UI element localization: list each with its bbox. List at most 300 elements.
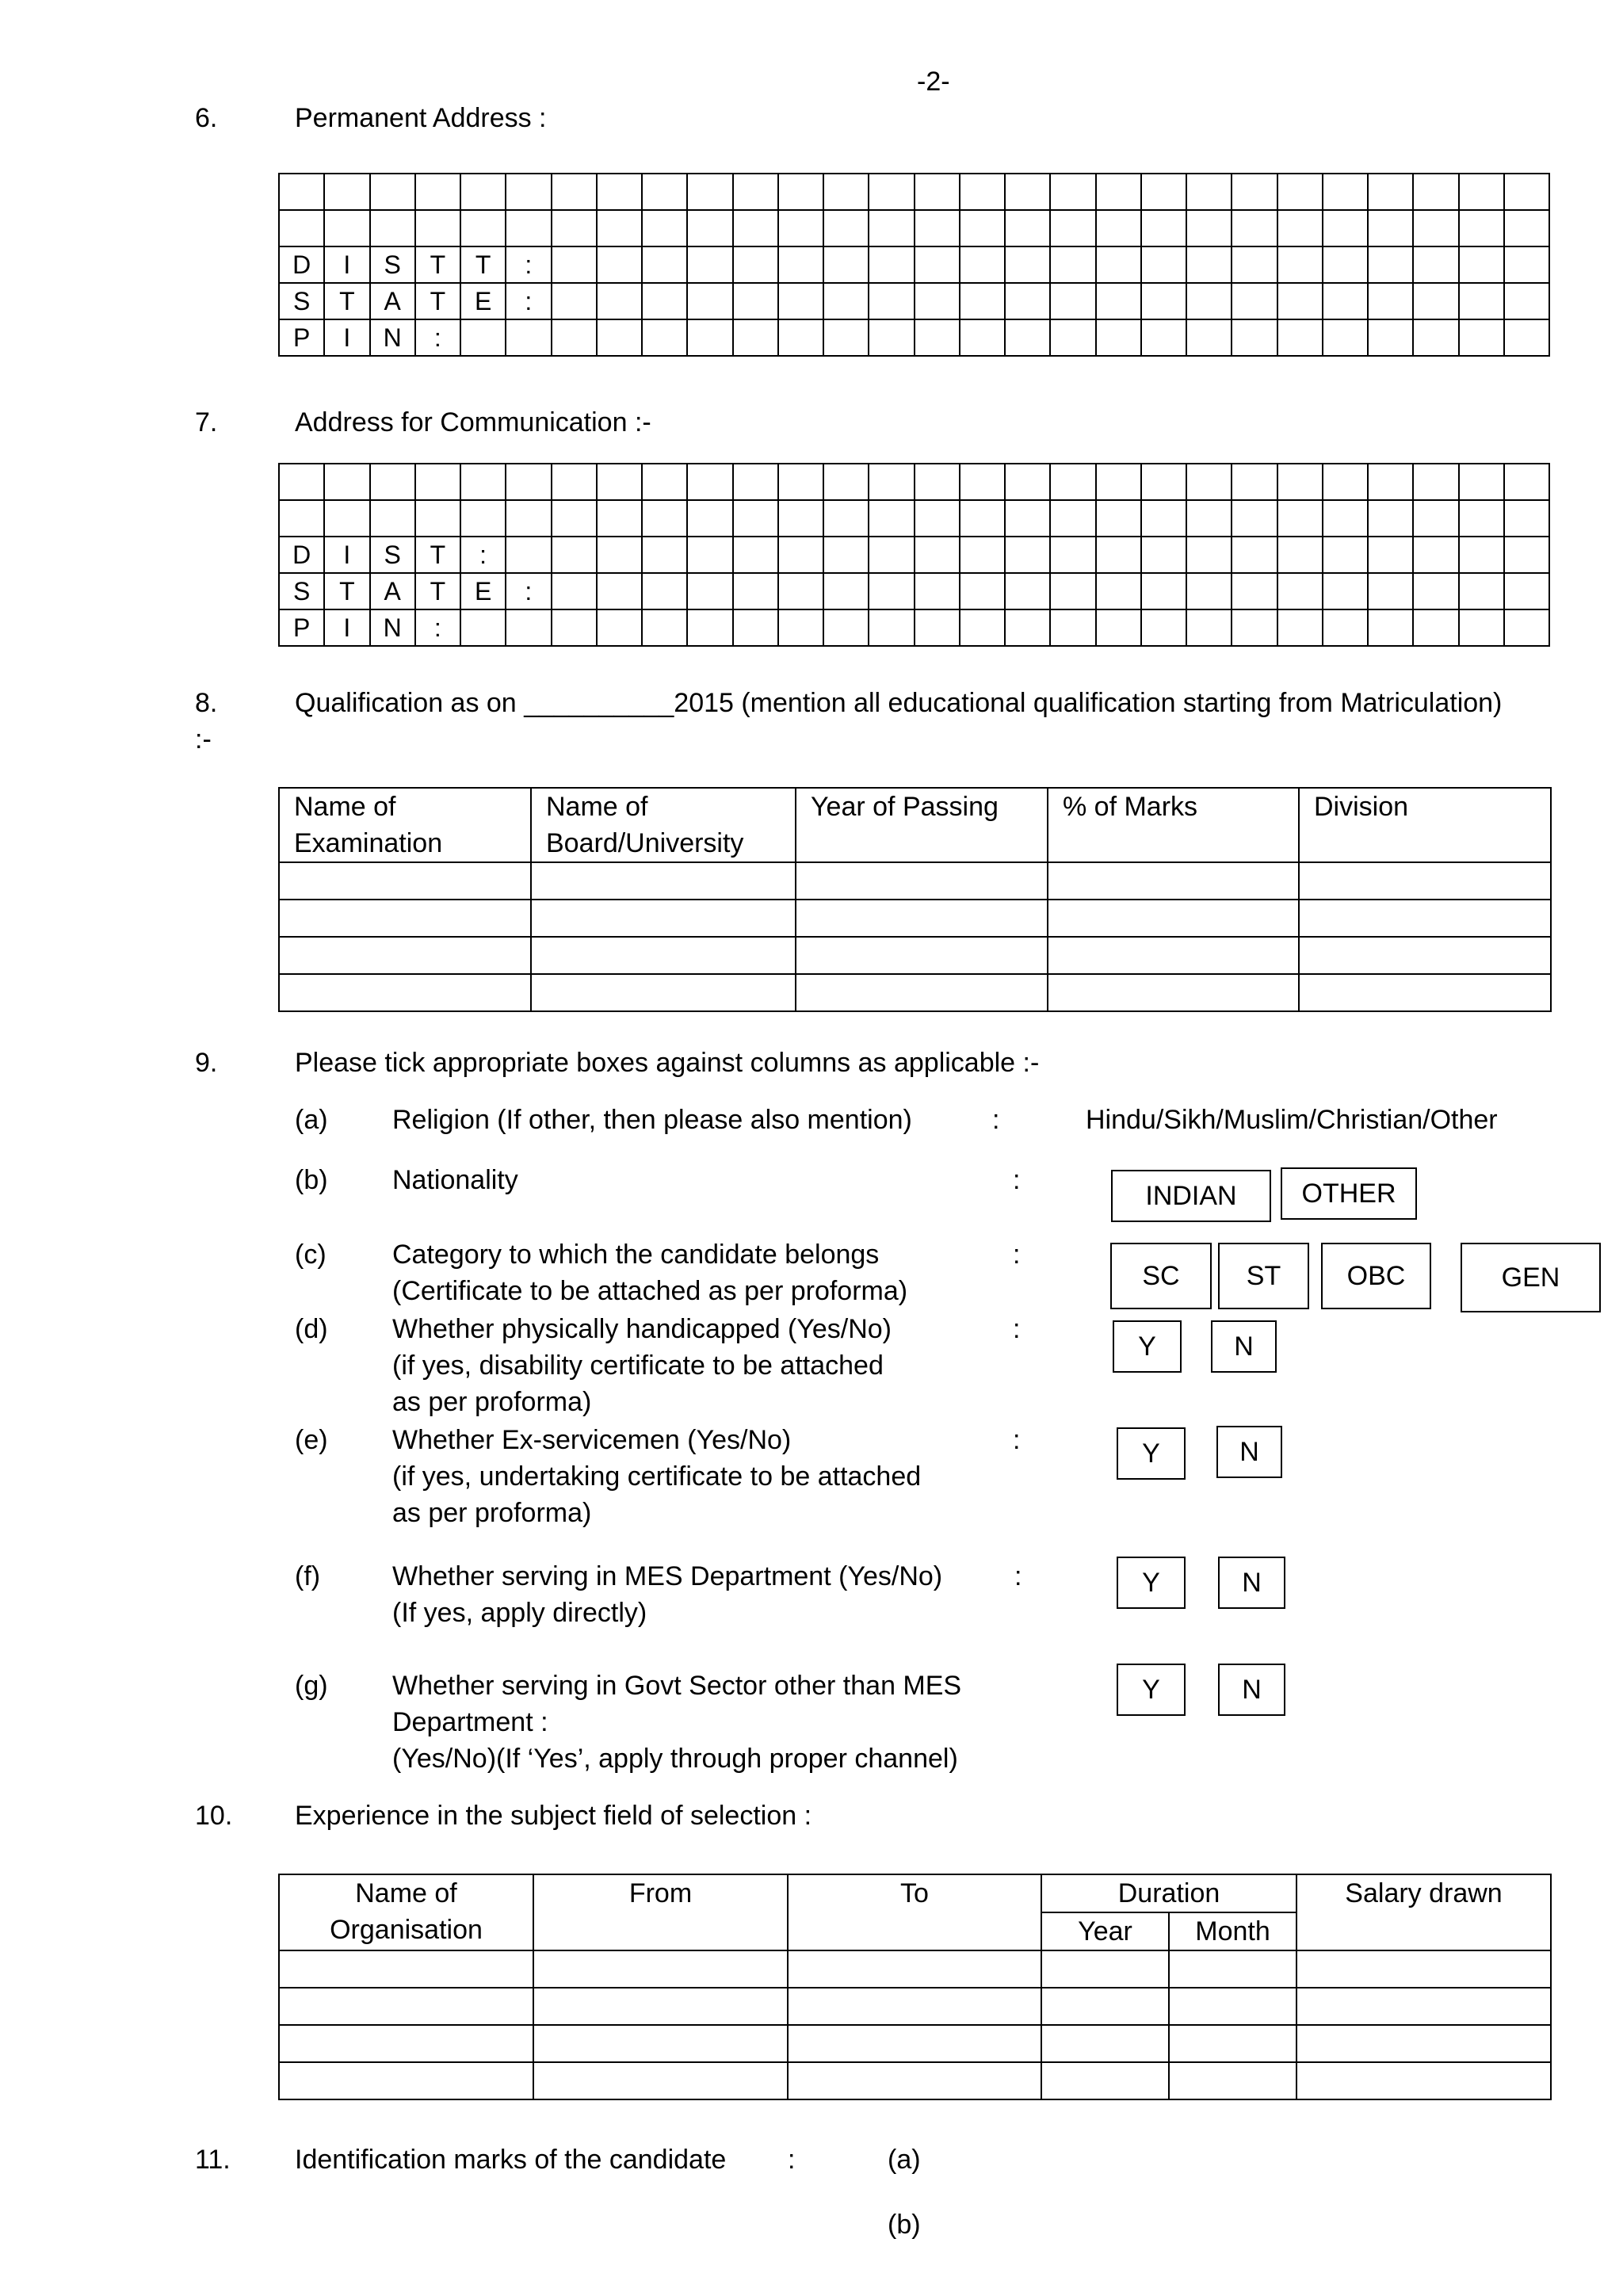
address-char-box[interactable]: [1232, 464, 1277, 500]
address-char-box[interactable]: [915, 246, 960, 283]
address-char-box[interactable]: [1459, 319, 1504, 356]
table-cell[interactable]: [796, 862, 1048, 900]
address-char-box[interactable]: [506, 174, 551, 210]
table-cell[interactable]: [279, 1988, 533, 2025]
address-char-box[interactable]: [1323, 573, 1368, 609]
address-char-box[interactable]: [915, 537, 960, 573]
address-char-box[interactable]: [915, 283, 960, 319]
address-char-box[interactable]: [1459, 246, 1504, 283]
table-cell[interactable]: [1296, 2062, 1551, 2099]
address-char-box[interactable]: [1141, 537, 1186, 573]
table-cell[interactable]: [1169, 2062, 1296, 2099]
address-char-box[interactable]: [1459, 210, 1504, 246]
address-char-box[interactable]: [1096, 500, 1141, 537]
comm-pin-row[interactable]: [279, 609, 1549, 646]
identification-mark-a[interactable]: (a): [888, 2145, 921, 2175]
address-char-box[interactable]: [1459, 500, 1504, 537]
address-char-box[interactable]: [687, 246, 732, 283]
address-char-box[interactable]: [687, 464, 732, 500]
table-cell[interactable]: [279, 862, 531, 900]
address-char-box[interactable]: [1413, 174, 1458, 210]
address-char-box[interactable]: [1277, 573, 1323, 609]
address-char-box[interactable]: [1323, 174, 1368, 210]
govt-sector-no-box[interactable]: N: [1218, 1664, 1285, 1716]
address-char-box[interactable]: [1005, 537, 1050, 573]
address-char-box[interactable]: [1277, 464, 1323, 500]
table-cell[interactable]: [1296, 1950, 1551, 1988]
perm-address-line-row[interactable]: [279, 174, 1549, 210]
perm-state-row[interactable]: [279, 283, 1549, 319]
table-cell[interactable]: [1299, 900, 1551, 937]
address-char-box[interactable]: [1050, 609, 1095, 646]
address-char-box[interactable]: [733, 573, 778, 609]
table-cell[interactable]: [788, 1950, 1041, 1988]
address-char-box[interactable]: [869, 174, 914, 210]
address-char-box[interactable]: [869, 319, 914, 356]
category-gen-box[interactable]: GEN: [1461, 1243, 1601, 1312]
table-cell[interactable]: [279, 2062, 533, 2099]
table-cell[interactable]: [279, 2025, 533, 2062]
handicapped-no-box[interactable]: N: [1211, 1320, 1277, 1373]
address-char-box[interactable]: [1096, 573, 1141, 609]
address-char-box[interactable]: [869, 537, 914, 573]
address-char-box[interactable]: [1005, 246, 1050, 283]
address-char-box[interactable]: [1323, 246, 1368, 283]
address-char-box[interactable]: [1186, 283, 1232, 319]
mes-yes-box[interactable]: Y: [1117, 1557, 1186, 1609]
address-char-box[interactable]: [642, 537, 687, 573]
address-char-box[interactable]: [506, 500, 551, 537]
address-char-box[interactable]: [1277, 210, 1323, 246]
address-char-box[interactable]: [1050, 319, 1095, 356]
table-row[interactable]: [279, 2025, 1551, 2062]
address-char-box[interactable]: [460, 500, 506, 537]
communication-address-grid[interactable]: [278, 463, 1550, 647]
address-char-box[interactable]: [1005, 283, 1050, 319]
address-char-box[interactable]: [778, 500, 823, 537]
address-char-box[interactable]: [1232, 573, 1277, 609]
table-cell[interactable]: [1299, 862, 1551, 900]
table-cell[interactable]: [1048, 862, 1299, 900]
table-cell[interactable]: [1048, 974, 1299, 1011]
address-char-box[interactable]: [1141, 500, 1186, 537]
address-char-box[interactable]: [552, 500, 597, 537]
address-char-box[interactable]: [960, 537, 1005, 573]
address-char-box[interactable]: [823, 464, 869, 500]
address-char-box[interactable]: [1186, 210, 1232, 246]
table-cell[interactable]: [279, 900, 531, 937]
address-char-box[interactable]: [960, 174, 1005, 210]
address-char-box[interactable]: [1005, 174, 1050, 210]
address-char-box[interactable]: [1186, 246, 1232, 283]
address-char-box[interactable]: [324, 174, 369, 210]
address-char-box[interactable]: [778, 573, 823, 609]
address-char-box[interactable]: [1186, 609, 1232, 646]
address-char-box[interactable]: [1413, 464, 1458, 500]
address-char-box[interactable]: [733, 319, 778, 356]
address-char-box[interactable]: [1005, 500, 1050, 537]
address-char-box[interactable]: [1232, 210, 1277, 246]
address-char-box[interactable]: [279, 500, 324, 537]
address-char-box[interactable]: [597, 609, 642, 646]
qualification-date-blank[interactable]: __________: [524, 688, 674, 718]
address-char-box[interactable]: [460, 174, 506, 210]
address-char-box[interactable]: [370, 500, 415, 537]
address-char-box[interactable]: [506, 464, 551, 500]
category-sc-box[interactable]: SC: [1110, 1243, 1212, 1309]
address-char-box[interactable]: [552, 246, 597, 283]
address-char-box[interactable]: [733, 537, 778, 573]
table-cell[interactable]: [531, 900, 796, 937]
table-row[interactable]: [279, 862, 1551, 900]
address-char-box[interactable]: [597, 464, 642, 500]
address-char-box[interactable]: [1186, 464, 1232, 500]
address-char-box[interactable]: [1504, 246, 1549, 283]
address-char-box[interactable]: [915, 500, 960, 537]
address-char-box[interactable]: [1323, 464, 1368, 500]
address-char-box[interactable]: [1050, 283, 1095, 319]
table-row[interactable]: [279, 1988, 1551, 2025]
address-char-box[interactable]: [1232, 319, 1277, 356]
address-char-box[interactable]: [1504, 464, 1549, 500]
address-char-box[interactable]: [687, 573, 732, 609]
address-char-box[interactable]: [687, 210, 732, 246]
religion-options[interactable]: Hindu/Sikh/Muslim/Christian/Other: [1086, 1105, 1498, 1135]
address-char-box[interactable]: [597, 573, 642, 609]
address-char-box[interactable]: [869, 246, 914, 283]
address-char-box[interactable]: [1504, 609, 1549, 646]
address-char-box[interactable]: [1413, 319, 1458, 356]
table-cell[interactable]: [788, 2062, 1041, 2099]
address-char-box[interactable]: [1368, 537, 1413, 573]
address-char-box[interactable]: [687, 537, 732, 573]
address-char-box[interactable]: [1141, 573, 1186, 609]
address-char-box[interactable]: [1323, 319, 1368, 356]
table-cell[interactable]: [1041, 2062, 1169, 2099]
address-char-box[interactable]: [1459, 283, 1504, 319]
address-char-box[interactable]: [642, 174, 687, 210]
address-char-box[interactable]: [1141, 210, 1186, 246]
address-char-box[interactable]: [460, 319, 506, 356]
address-char-box[interactable]: [1186, 174, 1232, 210]
table-cell[interactable]: [788, 2025, 1041, 2062]
address-char-box[interactable]: [1232, 537, 1277, 573]
address-char-box[interactable]: [733, 246, 778, 283]
address-char-box[interactable]: [1141, 174, 1186, 210]
table-cell[interactable]: [1048, 900, 1299, 937]
address-char-box[interactable]: [1368, 174, 1413, 210]
address-char-box[interactable]: [415, 174, 460, 210]
table-cell[interactable]: [1041, 2025, 1169, 2062]
address-char-box[interactable]: [506, 210, 551, 246]
table-cell[interactable]: [1169, 1988, 1296, 2025]
address-char-box[interactable]: [279, 174, 324, 210]
table-cell[interactable]: [531, 937, 796, 974]
address-char-box[interactable]: [960, 609, 1005, 646]
address-char-box[interactable]: [506, 537, 551, 573]
address-char-box[interactable]: [642, 500, 687, 537]
address-char-box[interactable]: [1232, 174, 1277, 210]
address-char-box[interactable]: [1459, 464, 1504, 500]
comm-address-line-row[interactable]: [279, 500, 1549, 537]
address-char-box[interactable]: [960, 500, 1005, 537]
address-char-box[interactable]: [1277, 283, 1323, 319]
address-char-box[interactable]: [1413, 573, 1458, 609]
address-char-box[interactable]: [960, 319, 1005, 356]
address-char-box[interactable]: [1005, 573, 1050, 609]
address-char-box[interactable]: [1323, 609, 1368, 646]
address-char-box[interactable]: [733, 174, 778, 210]
address-char-box[interactable]: [1096, 174, 1141, 210]
identification-mark-b[interactable]: (b): [888, 2210, 921, 2240]
address-char-box[interactable]: [1368, 210, 1413, 246]
address-char-box[interactable]: [869, 500, 914, 537]
address-char-box[interactable]: [1368, 246, 1413, 283]
address-char-box[interactable]: [1323, 537, 1368, 573]
mes-no-box[interactable]: N: [1218, 1557, 1285, 1609]
address-char-box[interactable]: [370, 210, 415, 246]
address-char-box[interactable]: [1096, 609, 1141, 646]
table-cell[interactable]: [1299, 974, 1551, 1011]
address-char-box[interactable]: [1504, 573, 1549, 609]
table-cell[interactable]: [1169, 1950, 1296, 1988]
address-char-box[interactable]: [1504, 537, 1549, 573]
address-char-box[interactable]: [642, 573, 687, 609]
address-char-box[interactable]: [823, 500, 869, 537]
address-char-box[interactable]: [642, 609, 687, 646]
handicapped-yes-box[interactable]: Y: [1113, 1320, 1182, 1373]
address-char-box[interactable]: [960, 464, 1005, 500]
address-char-box[interactable]: [597, 283, 642, 319]
address-char-box[interactable]: [1277, 537, 1323, 573]
address-char-box[interactable]: [1141, 464, 1186, 500]
ex-servicemen-no-box[interactable]: N: [1216, 1426, 1282, 1478]
address-char-box[interactable]: [1368, 319, 1413, 356]
address-char-box[interactable]: [1186, 319, 1232, 356]
address-char-box[interactable]: [1232, 283, 1277, 319]
address-char-box[interactable]: [552, 210, 597, 246]
table-cell[interactable]: [533, 2062, 788, 2099]
address-char-box[interactable]: [823, 283, 869, 319]
address-char-box[interactable]: [1323, 283, 1368, 319]
address-char-box[interactable]: [552, 573, 597, 609]
table-cell[interactable]: [279, 974, 531, 1011]
address-char-box[interactable]: [778, 609, 823, 646]
address-char-box[interactable]: [1141, 246, 1186, 283]
address-char-box[interactable]: [869, 573, 914, 609]
table-cell[interactable]: [533, 1950, 788, 1988]
address-char-box[interactable]: [687, 283, 732, 319]
address-char-box[interactable]: [687, 500, 732, 537]
address-char-box[interactable]: [778, 246, 823, 283]
address-char-box[interactable]: [823, 246, 869, 283]
address-char-box[interactable]: [733, 283, 778, 319]
address-char-box[interactable]: [960, 283, 1005, 319]
address-char-box[interactable]: [869, 283, 914, 319]
address-char-box[interactable]: [823, 210, 869, 246]
address-char-box[interactable]: [552, 283, 597, 319]
address-char-box[interactable]: [1277, 609, 1323, 646]
address-char-box[interactable]: [1504, 319, 1549, 356]
address-char-box[interactable]: [506, 609, 551, 646]
address-char-box[interactable]: [1096, 464, 1141, 500]
address-char-box[interactable]: [915, 464, 960, 500]
address-char-box[interactable]: [869, 609, 914, 646]
table-row[interactable]: [279, 2062, 1551, 2099]
address-char-box[interactable]: [1413, 210, 1458, 246]
address-char-box[interactable]: [415, 210, 460, 246]
address-char-box[interactable]: [823, 537, 869, 573]
table-cell[interactable]: [533, 1988, 788, 2025]
table-cell[interactable]: [1169, 2025, 1296, 2062]
address-char-box[interactable]: [642, 283, 687, 319]
address-char-box[interactable]: [1459, 573, 1504, 609]
table-cell[interactable]: [1296, 2025, 1551, 2062]
address-char-box[interactable]: [778, 210, 823, 246]
address-char-box[interactable]: [960, 573, 1005, 609]
address-char-box[interactable]: [597, 210, 642, 246]
address-char-box[interactable]: [597, 537, 642, 573]
address-char-box[interactable]: [642, 246, 687, 283]
address-char-box[interactable]: [597, 246, 642, 283]
address-char-box[interactable]: [279, 464, 324, 500]
address-char-box[interactable]: [823, 609, 869, 646]
address-char-box[interactable]: [1368, 283, 1413, 319]
address-char-box[interactable]: [869, 464, 914, 500]
address-char-box[interactable]: [733, 500, 778, 537]
table-cell[interactable]: [531, 862, 796, 900]
address-char-box[interactable]: [1050, 500, 1095, 537]
address-char-box[interactable]: [1277, 319, 1323, 356]
address-char-box[interactable]: [1504, 210, 1549, 246]
address-char-box[interactable]: [1323, 500, 1368, 537]
address-char-box[interactable]: [1050, 537, 1095, 573]
address-char-box[interactable]: [915, 609, 960, 646]
perm-pin-row[interactable]: [279, 319, 1549, 356]
address-char-box[interactable]: [1186, 573, 1232, 609]
address-char-box[interactable]: [1277, 500, 1323, 537]
comm-distt-row[interactable]: [279, 537, 1549, 573]
address-char-box[interactable]: [1186, 500, 1232, 537]
address-char-box[interactable]: [552, 174, 597, 210]
address-char-box[interactable]: [1368, 573, 1413, 609]
address-char-box[interactable]: [1413, 500, 1458, 537]
table-cell[interactable]: [1296, 1988, 1551, 2025]
address-char-box[interactable]: [915, 210, 960, 246]
address-char-box[interactable]: [597, 174, 642, 210]
address-char-box[interactable]: [1368, 609, 1413, 646]
address-char-box[interactable]: [1323, 210, 1368, 246]
address-char-box[interactable]: [552, 537, 597, 573]
category-st-box[interactable]: ST: [1218, 1243, 1309, 1309]
address-char-box[interactable]: [370, 464, 415, 500]
address-char-box[interactable]: [460, 210, 506, 246]
address-char-box[interactable]: [506, 319, 551, 356]
address-char-box[interactable]: [778, 283, 823, 319]
address-char-box[interactable]: [823, 174, 869, 210]
table-cell[interactable]: [796, 900, 1048, 937]
address-char-box[interactable]: [1504, 174, 1549, 210]
address-char-box[interactable]: [1277, 246, 1323, 283]
address-char-box[interactable]: [960, 246, 1005, 283]
address-char-box[interactable]: [733, 210, 778, 246]
address-char-box[interactable]: [552, 609, 597, 646]
comm-address-line-row[interactable]: [279, 464, 1549, 500]
address-char-box[interactable]: [1050, 246, 1095, 283]
address-char-box[interactable]: [915, 319, 960, 356]
nationality-indian-box[interactable]: INDIAN: [1111, 1170, 1271, 1222]
address-char-box[interactable]: [642, 210, 687, 246]
address-char-box[interactable]: [1413, 537, 1458, 573]
address-char-box[interactable]: [687, 609, 732, 646]
address-char-box[interactable]: [1459, 609, 1504, 646]
address-char-box[interactable]: [415, 464, 460, 500]
address-char-box[interactable]: [1232, 500, 1277, 537]
address-char-box[interactable]: [597, 319, 642, 356]
address-char-box[interactable]: [370, 174, 415, 210]
address-char-box[interactable]: [1459, 537, 1504, 573]
address-char-box[interactable]: [823, 319, 869, 356]
table-cell[interactable]: [796, 974, 1048, 1011]
address-char-box[interactable]: [1413, 283, 1458, 319]
address-char-box[interactable]: [415, 500, 460, 537]
address-char-box[interactable]: [552, 319, 597, 356]
address-char-box[interactable]: [552, 464, 597, 500]
address-char-box[interactable]: [1368, 464, 1413, 500]
address-char-box[interactable]: [597, 500, 642, 537]
address-char-box[interactable]: [324, 500, 369, 537]
address-char-box[interactable]: [460, 609, 506, 646]
address-char-box[interactable]: [1413, 246, 1458, 283]
table-cell[interactable]: [788, 1988, 1041, 2025]
table-cell[interactable]: [279, 937, 531, 974]
address-char-box[interactable]: [1232, 246, 1277, 283]
address-char-box[interactable]: [778, 319, 823, 356]
address-char-box[interactable]: [1232, 609, 1277, 646]
address-char-box[interactable]: [733, 609, 778, 646]
table-row[interactable]: [279, 937, 1551, 974]
address-char-box[interactable]: [1141, 609, 1186, 646]
address-char-box[interactable]: [1096, 210, 1141, 246]
address-char-box[interactable]: [960, 210, 1005, 246]
address-char-box[interactable]: [823, 573, 869, 609]
perm-address-line-row[interactable]: [279, 210, 1549, 246]
address-char-box[interactable]: [1050, 174, 1095, 210]
address-char-box[interactable]: [1186, 537, 1232, 573]
table-cell[interactable]: [533, 2025, 788, 2062]
address-char-box[interactable]: [642, 464, 687, 500]
address-char-box[interactable]: [915, 174, 960, 210]
table-cell[interactable]: [796, 937, 1048, 974]
address-char-box[interactable]: [324, 464, 369, 500]
address-char-box[interactable]: [1096, 319, 1141, 356]
address-char-box[interactable]: [869, 210, 914, 246]
perm-distt-row[interactable]: [279, 246, 1549, 283]
address-char-box[interactable]: [1005, 609, 1050, 646]
address-char-box[interactable]: [687, 174, 732, 210]
address-char-box[interactable]: [687, 319, 732, 356]
address-char-box[interactable]: [1050, 573, 1095, 609]
address-char-box[interactable]: [460, 464, 506, 500]
table-cell[interactable]: [1299, 937, 1551, 974]
address-char-box[interactable]: [1005, 319, 1050, 356]
address-char-box[interactable]: [1005, 464, 1050, 500]
table-row[interactable]: [279, 974, 1551, 1011]
table-cell[interactable]: [1041, 1950, 1169, 1988]
permanent-address-grid[interactable]: [278, 173, 1550, 357]
address-char-box[interactable]: [1504, 500, 1549, 537]
address-char-box[interactable]: [1368, 500, 1413, 537]
